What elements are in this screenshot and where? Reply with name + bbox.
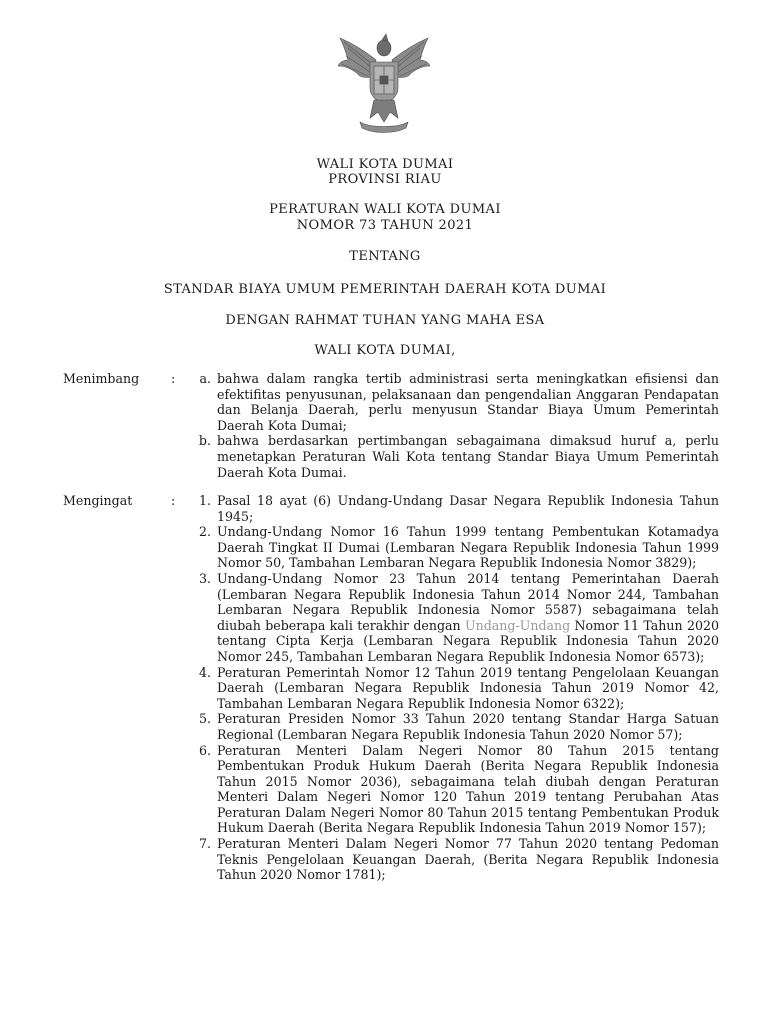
item-text-part: Undang-Undang Nomor 23 Tahun 2014 tentang Pemerintahan Daerah (Lembaran Negara Republik Indonesia Tahun 2014 Nomor 244, Tambahan Lembaran Negara Republik Indonesia Nomor 5587) sebagaimana telah diubah beberapa kali terakhir dengan: [217, 570, 719, 633]
list-item: [189, 371, 719, 433]
issuer-line-1: WALI KOTA DUMAI: [316, 157, 454, 172]
list-item: [189, 743, 719, 837]
tentang-heading: TENTANG: [349, 249, 421, 264]
preamble-rahmat: DENGAN RAHMAT TUHAN YANG MAHA ESA: [225, 313, 545, 328]
menimbang-label: Menimbang: [63, 371, 140, 386]
item-text: bahwa berdasarkan pertimbangan sebagaimana dimaksud huruf a, perlu menetapkan Peraturan Wali Kota tentang Standar Biaya Umum Pemerintah Daerah Kota Dumai.: [217, 433, 719, 480]
list-item: [189, 711, 719, 742]
list-item: [189, 493, 719, 524]
list-item: [189, 524, 719, 571]
item-text: Peraturan Presiden Nomor 33 Tahun 2020 tentang Standar Harga Satuan Regional (Lembaran Negara Republik Indonesia Tahun 2020 Nomor 57);: [217, 711, 719, 742]
item-text-part: Nomor 11 Tahun 2020 tentang Cipta Kerja (Lembaran Negara Republik Indonesia Tahun 2020 Nomor 245, Tambahan Lembaran Negara Republik Indonesia Nomor 6573);: [217, 617, 720, 664]
mengingat-list: [189, 493, 719, 883]
item-text: bahwa dalam rangka tertib administrasi serta meningkatkan efisiensi dan efektifitas penyusunan, pelaksanaan dan pengendalian Anggaran Pendapatan dan Belanja Daerah, perlu menyusun Standar Biaya Umum Pemerintah Daerah Kota Dumai;: [217, 371, 719, 433]
item-marker: b.: [198, 433, 211, 449]
mengingat-label: Mengingat: [63, 493, 133, 508]
regulation-title: PERATURAN WALI KOTA DUMAI: [269, 202, 501, 217]
item-marker: 5.: [198, 711, 211, 727]
list-item: [189, 571, 719, 665]
regulation-subject: STANDAR BIAYA UMUM PEMERINTAH DAERAH KOTA DUMAI: [163, 282, 607, 297]
item-marker: a.: [199, 371, 211, 386]
list-item: [189, 665, 719, 712]
item-marker: 1.: [198, 493, 211, 508]
list-item: [189, 836, 719, 883]
item-marker: 2.: [198, 524, 211, 540]
regulation-number: NOMOR 73 TAHUN 2021: [296, 218, 474, 233]
garuda-emblem-icon: [330, 30, 438, 138]
item-text: Peraturan Menteri Dalam Negeri Nomor 80 Tahun 2015 tentang Pembentukan Produk Hukum Daerah (Berita Negara Republik Indonesia Tahun 2015 Nomor 2036), sebagaimana telah diubah dengan Peraturan Menteri Dalam Negeri Nomor 120 Tahun 2019 tentang Perubahan Atas Peraturan Dalam Negeri Nomor 80 Tahun 2015 tentang Pembentukan Produk Hukum Daerah (Berita Negara Republik Indonesia Tahun 2019 Nomor 157);: [217, 742, 719, 836]
item-text: Pasal 18 ayat (6) Undang-Undang Dasar Negara Republik Indonesia Tahun 1945;: [217, 493, 719, 524]
item-text: [217, 571, 719, 665]
menimbang-list: [189, 371, 719, 480]
item-text: Peraturan Pemerintah Nomor 12 Tahun 2019 tentang Pengelolaan Keuangan Daerah (Lembaran Negara Republik Indonesia Tahun 2019 Nomor 42, Tambahan Lembaran Negara Republik Indonesia Nomor 6322);: [217, 664, 719, 711]
item-text-faded: Undang-Undang: [465, 617, 571, 633]
issuer-line-2: PROVINSI RIAU: [328, 172, 442, 187]
mengingat-colon: :: [171, 493, 176, 508]
item-text: Peraturan Menteri Dalam Negeri Nomor 77 Tahun 2020 tentang Pedoman Teknis Pengelolaan Keuangan Daerah, (Berita Negara Republik Indonesia Tahun 2020 Nomor 1781);: [217, 836, 719, 883]
item-marker: 3.: [198, 570, 211, 586]
item-marker: 6.: [198, 742, 211, 758]
item-text: Undang-Undang Nomor 16 Tahun 1999 tentang Pembentukan Kotamadya Daerah Tingkat II Dumai (Lembaran Negara Republik Indonesia Tahun 1999 Nomor 50, Tambahan Lembaran Negara Republik Indonesia Nomor 3829);: [217, 524, 719, 571]
list-item: [189, 433, 719, 480]
item-marker: 7.: [198, 836, 211, 852]
walikota-heading: WALI KOTA DUMAI,: [314, 343, 456, 358]
menimbang-colon: :: [171, 371, 176, 386]
item-marker: 4.: [198, 664, 211, 680]
